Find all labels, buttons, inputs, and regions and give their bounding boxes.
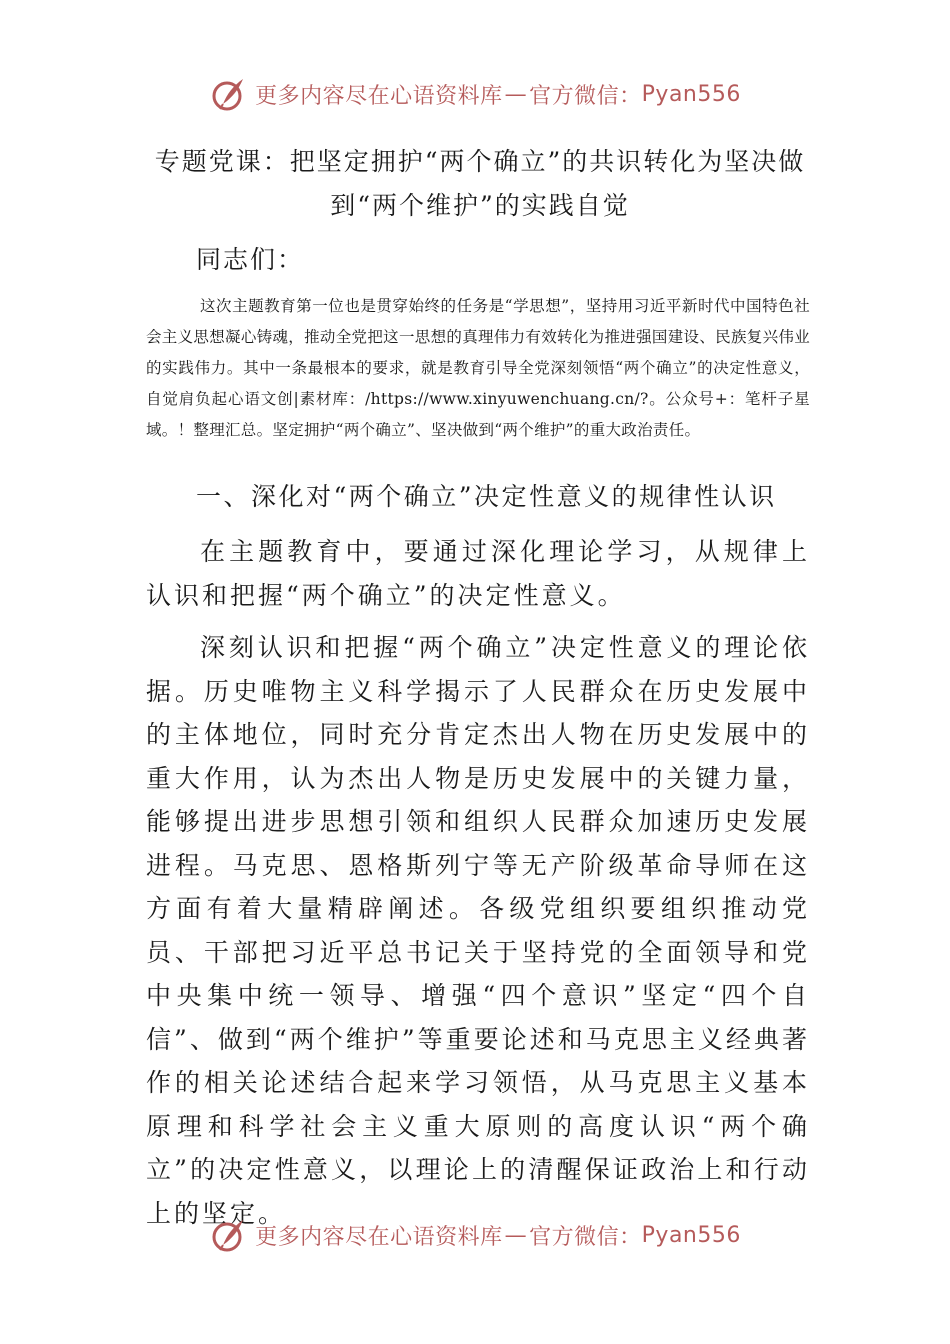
greeting: 同志们： [196,245,305,274]
banner-separator: — [504,1222,528,1248]
quill-logo-icon [209,1215,249,1255]
banner-wechat-id: Pyan556 [641,1222,741,1248]
banner-wechat-label: 官方微信： [529,1224,642,1250]
banner-wechat-label: 官方微信： [529,83,642,109]
banner-separator: — [504,81,528,107]
footer-watermark-banner [0,1211,950,1259]
document-title [130,140,830,228]
banner-text: 更多内容尽在心语资料库 [255,83,503,109]
header-watermark-banner [0,70,950,118]
section-heading: 一、深化对“两个确立”决定性意义的规律性认识 [196,482,777,511]
banner-wechat-id: Pyan556 [641,81,741,107]
quill-logo-icon [209,74,249,114]
body-paragraph-2: 深刻认识和把握“两个确立”决定性意义的理论依据。历史唯物主义科学揭示了人民群众在历史发展中的主体地位，同时充分肯定杰出人物在历史发展中的重大作用，认为杰出人物是历史发展中的关键力量，能够提出进步思想引领和组织人民群众加速历史发展进程。马克思、恩格斯列宁等无产阶级革命导师在这方面有着大量精辟阐述。各级党组织要组织推动党员、干部把习近平总书记关于坚持党的全面领导和党中央集中统一领导、增强“四个意识”坚定“四个自信”、做到“两个维护”等重要论述和马克思主义经典著作的相关论述结合起来学习领悟，从马克思主义基本原理和科学社会主义重大原则的高度认识“两个确立”的决定性意义，以理论上的清醒保证政治上和行动上的坚定。 [146,633,810,1228]
title-line-1: 专题党课：把坚定拥护“两个确立”的共识转化为坚决做 [154,147,806,176]
banner-text: 更多内容尽在心语资料库 [255,1224,503,1250]
intro-paragraph: 这次主题教育第一位也是贯穿始终的任务是“学思想”，坚持用习近平新时代中国特色社会主义思想凝心铸魂，推动全党把这一思想的真理伟力有效转化为推进强国建设、民族复兴伟业的实践伟力。其中一条最根本的要求，就是教育引导全党深刻领悟“两个确立”的决定性意义，自觉肩负起心语文创|素材库：/https://www.xinyuwenchuang.cn/?。公众号+：笔杆子星域。！整理汇总。坚定拥护“两个确立”、坚决做到“两个维护”的重大政治责任。 [146,297,810,439]
body-paragraph-1: 在主题教育中，要通过深化理论学习，从规律上认识和把握“两个确立”的决定性意义。 [146,537,810,610]
title-line-2: 到“两个维护”的实践自觉 [330,191,630,220]
